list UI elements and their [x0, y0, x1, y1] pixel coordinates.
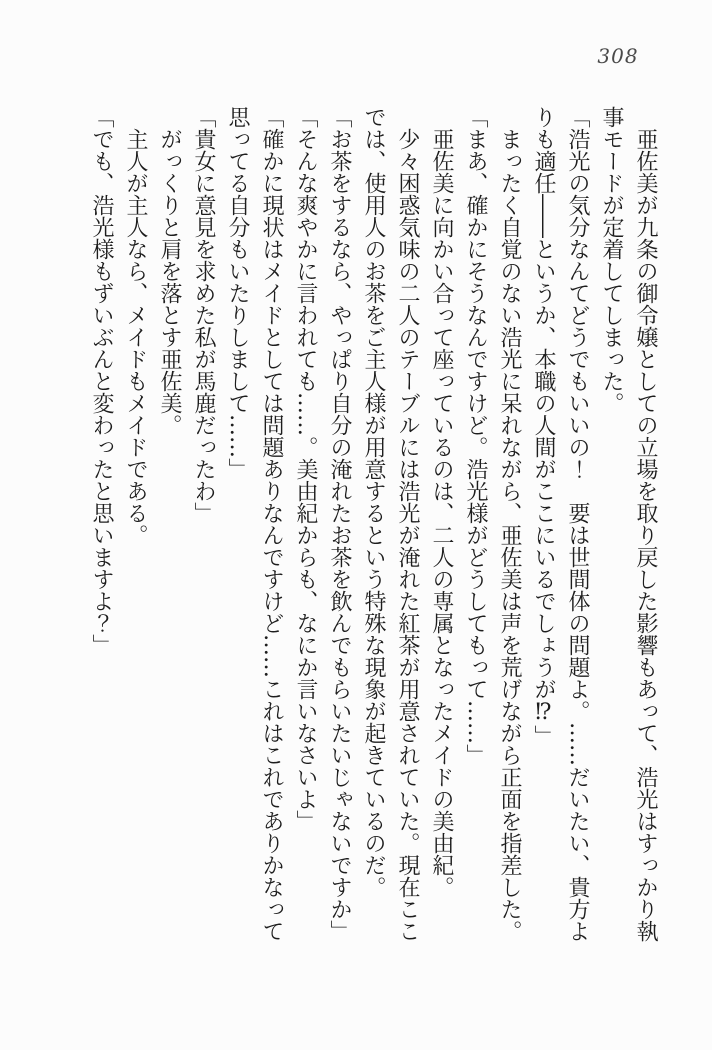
- text-column: 「そんな爽やかに言われても……。美由紀からも、なにか言いなさいよ」: [293, 106, 318, 832]
- text-column: 「お茶をするなら、やっぱり自分の淹れたお茶を飲んでもらいたいじゃないですか」: [327, 106, 352, 942]
- text-column: 「確かに現状はメイドとしては問題ありなんですけど……これはこれでありかなって: [259, 106, 284, 942]
- text-block: [84, 106, 662, 946]
- text-column: りも適任――というか、本職の人間がここにいるでしょうが⁉」: [531, 106, 556, 747]
- text-column: では、使用人のお茶をご主人様が用意するという特殊な現象が起きているのだ。: [361, 106, 386, 898]
- text-column: 主人が主人なら、メイドもメイドである。: [123, 106, 148, 546]
- text-column: がっくりと肩を落とす亜佐美。: [157, 106, 182, 436]
- text-column: まったく自覚のない浩光に呆れながら、亜佐美は声を荒げながら正面を指差した。: [497, 106, 522, 942]
- text-column: 亜佐美が九条の御令嬢としての立場を取り戻した影響もあって、浩光はすっかり執: [633, 106, 658, 942]
- text-column: 亜佐美に向かい合って座っているのは、二人の専属となったメイドの美由紀。: [429, 106, 454, 898]
- text-column: 事モードが定着してしまった。: [599, 106, 624, 414]
- text-column: 「でも、浩光様もずいぶんと変わったと思いますよ？」: [89, 106, 114, 656]
- page-number: 308: [597, 44, 639, 68]
- text-column: 少々困惑気味の二人のテーブルには浩光が淹れた紅茶が用意されていた。現在ここ: [395, 106, 420, 942]
- text-column: 思ってる自分もいたりしまして……」: [225, 106, 250, 480]
- text-column: 「貴女に意見を求めた私が馬鹿だったわ」: [191, 106, 216, 524]
- text-column: 「まあ、確かにそうなんですけど。浩光様がどうしてもって……」: [463, 106, 488, 766]
- text-column: 「浩光の気分なんてどうでもいいの！ 要は世間体の問題よ。……だいたい、貴方よ: [565, 106, 590, 942]
